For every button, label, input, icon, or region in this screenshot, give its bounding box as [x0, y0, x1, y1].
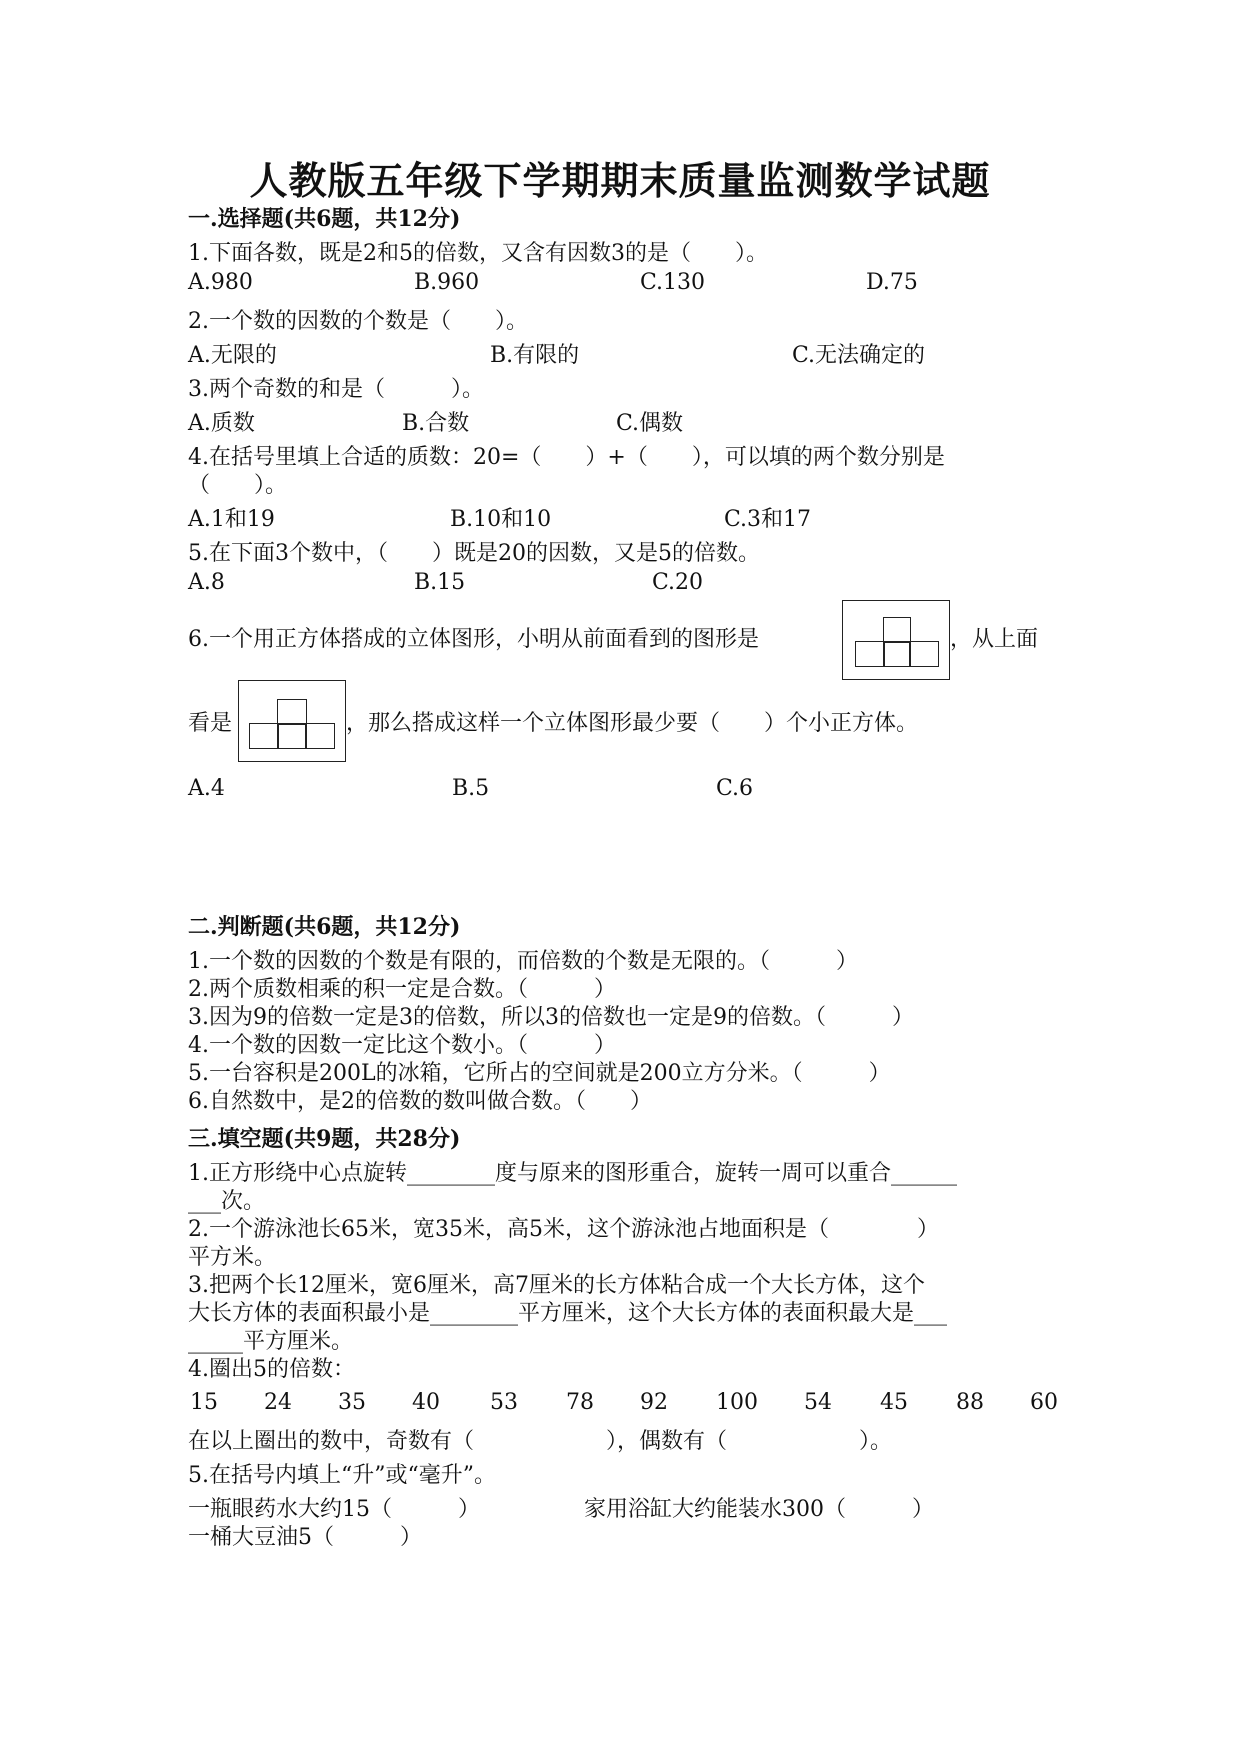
- question-text: 6.一个用正方体搭成的立体图形，小明从前面看到的图形是: [188, 627, 759, 652]
- number-item: 35: [338, 1390, 366, 1415]
- option-c: C.3和17: [724, 507, 812, 532]
- option-c: C.130: [640, 270, 706, 295]
- judgement-item: 3.因为9的倍数一定是3的倍数，所以3的倍数也一定是9的倍数。（ ）: [188, 1005, 914, 1030]
- question-text: ，从上面: [950, 627, 1039, 652]
- option-a: A.无限的: [188, 343, 277, 368]
- question-text-cont: 在以上圈出的数中，奇数有（ ），偶数有（ ）。: [188, 1429, 893, 1454]
- option-b: B.10和10: [450, 507, 552, 532]
- page-title: 人教版五年级下学期期末质量监测数学试题: [249, 158, 991, 203]
- section-heading-fill: 三.填空题(共9题，共28分): [188, 1126, 461, 1152]
- fill-item: 一瓶眼药水大约15（ ）: [188, 1497, 480, 1522]
- question-text: 1.正方形绕中心点旋转________度与原来的图形重合，旋转一周可以重合______: [188, 1161, 957, 1186]
- number-item: 53: [490, 1390, 518, 1415]
- number-item: 40: [412, 1390, 440, 1415]
- question-text-cont: ___次。: [188, 1189, 266, 1214]
- section-heading-judgement: 二.判断题(共6题，共12分): [188, 914, 461, 940]
- top-view-figure: [238, 680, 346, 762]
- option-c: C.6: [716, 776, 754, 801]
- cube-square: [883, 641, 911, 667]
- question-text-cont: （ ）。: [188, 473, 288, 498]
- question-text-cont: 平方米。: [188, 1245, 277, 1270]
- option-a: A.980: [188, 270, 253, 295]
- question-text: 2.一个游泳池长65米，宽35米，高5米，这个游泳池占地面积是（ ）: [188, 1217, 939, 1242]
- judgement-item: 2.两个质数相乘的积一定是合数。（ ）: [188, 977, 616, 1002]
- question-text: 3.两个奇数的和是（ ）。: [188, 377, 484, 402]
- judgement-item: 1.一个数的因数的个数是有限的，而倍数的个数是无限的。（ ）: [188, 949, 858, 974]
- option-a: A.8: [188, 570, 225, 595]
- question-text: 3.把两个长12厘米，宽6厘米，高7厘米的长方体粘合成一个大长方体，这个: [188, 1273, 925, 1298]
- number-item: 54: [804, 1390, 832, 1415]
- question-text: 2.一个数的因数的个数是（ ）。: [188, 309, 528, 334]
- option-a: A.质数: [188, 411, 255, 436]
- section-heading-choice: 一.选择题(共6题，共12分): [188, 206, 461, 232]
- question-text: 5.在下面3个数中，（ ）既是20的因数，又是5的倍数。: [188, 541, 760, 566]
- number-item: 78: [566, 1390, 594, 1415]
- question-text-cont: 大长方体的表面积最小是________平方厘米，这个大长方体的表面积最大是___: [188, 1301, 948, 1326]
- option-b: B.有限的: [490, 343, 580, 368]
- option-d: D.75: [866, 270, 918, 295]
- cube-square: [277, 699, 307, 725]
- number-item: 15: [190, 1390, 218, 1415]
- number-item: 92: [640, 1390, 668, 1415]
- number-item: 100: [716, 1390, 758, 1415]
- judgement-item: 6.自然数中，是2的倍数的数叫做合数。（ ）: [188, 1089, 652, 1114]
- cube-square: [909, 641, 939, 667]
- option-b: B.15: [414, 570, 466, 595]
- fill-item: 一桶大豆油5（ ）: [188, 1525, 422, 1550]
- number-item: 60: [1030, 1390, 1058, 1415]
- question-text: ，那么搭成这样一个立体图形最少要（ ）个小正方体。: [346, 711, 919, 736]
- option-c: C.20: [652, 570, 704, 595]
- question-text: 5.在括号内填上“升”或“毫升”。: [188, 1463, 496, 1488]
- number-item: 88: [956, 1390, 984, 1415]
- option-b: B.5: [452, 776, 490, 801]
- option-b: B.960: [414, 270, 480, 295]
- cube-square: [305, 723, 335, 749]
- judgement-item: 5.一台容积是200L的冰箱，它所占的空间就是200立方分米。（ ）: [188, 1061, 891, 1086]
- question-text: 4.在括号里填上合适的质数：20=（ ）+（ ），可以填的两个数分别是: [188, 445, 945, 470]
- option-a: A.1和19: [188, 507, 275, 532]
- option-c: C.无法确定的: [792, 343, 926, 368]
- option-b: B.合数: [402, 411, 470, 436]
- fill-item: 家用浴缸大约能装水300（ ）: [584, 1497, 934, 1522]
- number-item: 24: [264, 1390, 292, 1415]
- option-c: C.偶数: [616, 411, 684, 436]
- number-item: 45: [880, 1390, 908, 1415]
- question-text: 看是: [188, 711, 233, 736]
- option-a: A.4: [188, 776, 225, 801]
- judgement-item: 4.一个数的因数一定比这个数小。（ ）: [188, 1033, 616, 1058]
- cube-square: [883, 617, 911, 643]
- question-text-cont: _____平方厘米。: [188, 1329, 354, 1354]
- question-text: 1.下面各数，既是2和5的倍数，又含有因数3的是（ ）。: [188, 241, 768, 266]
- question-text: 4.圈出5的倍数：: [188, 1357, 355, 1382]
- front-view-figure: [842, 600, 950, 680]
- cube-square: [249, 723, 279, 749]
- cube-square: [277, 723, 307, 749]
- cube-square: [855, 641, 885, 667]
